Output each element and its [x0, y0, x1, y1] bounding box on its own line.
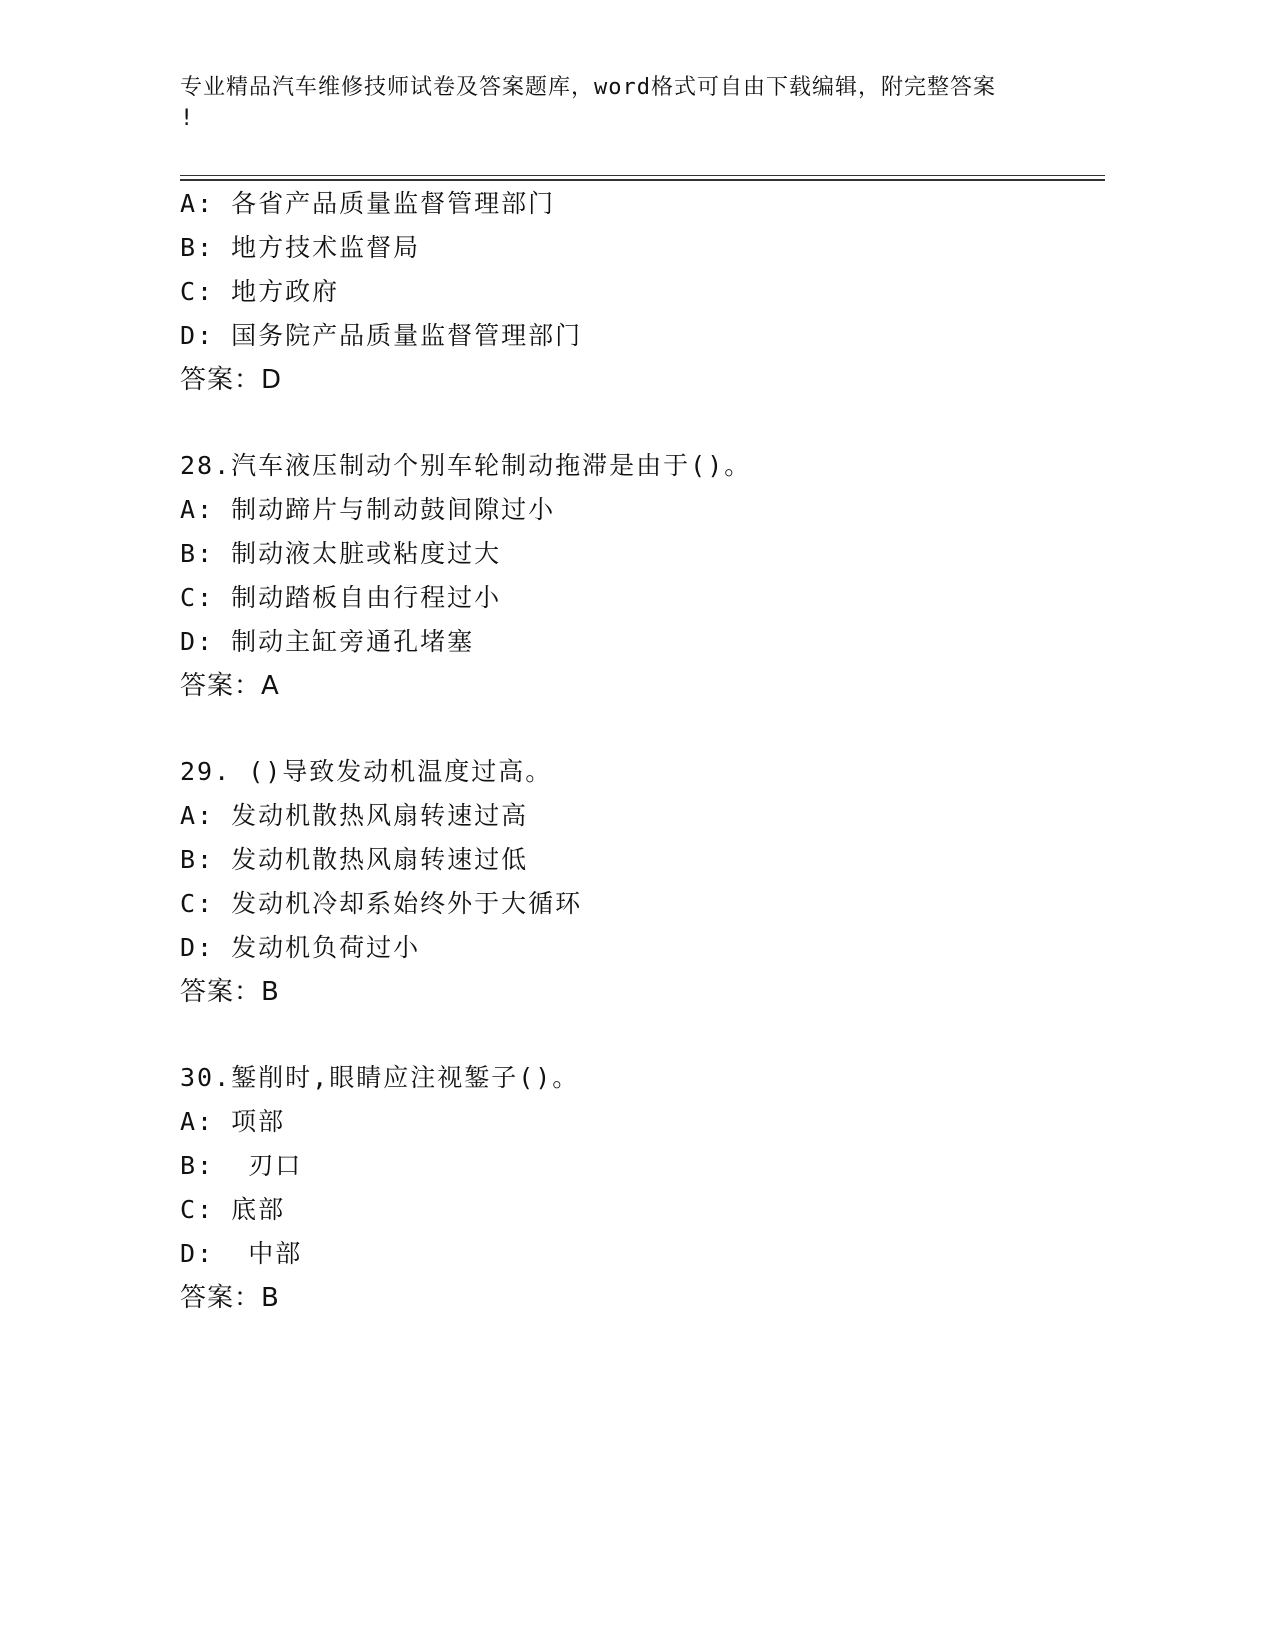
question-block [180, 182, 1105, 402]
option-c: C: 发动机冷却系始终外于大循环 [180, 889, 583, 918]
question-spacer [180, 708, 1105, 750]
question-block [180, 444, 1105, 708]
option-a: A: 发动机散热风扇转速过高 [180, 801, 529, 830]
question-stem: 28.汽车液压制动个别车轮制动拖滞是由于()。 [180, 451, 752, 480]
option-a: A: 各省产品质量监督管理部门 [180, 189, 556, 218]
option-b: B: 地方技术监督局 [180, 233, 421, 262]
option-b: B: 刃口 [180, 1151, 303, 1180]
option-d: D: 国务院产品质量监督管理部门 [180, 321, 583, 350]
option-a: A: 项部 [180, 1107, 286, 1136]
header-divider-thin [180, 175, 1105, 176]
option-c: C: 底部 [180, 1195, 286, 1224]
header-divider-thick [180, 179, 1105, 181]
page-header [180, 72, 1080, 134]
option-d: D: 发动机负荷过小 [180, 933, 421, 962]
option-c: C: 地方政府 [180, 277, 340, 306]
question-list [180, 182, 1105, 1320]
answer-line: 答案：B [180, 977, 280, 1007]
option-b: B: 制动液太脏或粘度过大 [180, 539, 502, 568]
header-text-continuation: ! [180, 106, 195, 131]
header-text: 专业精品汽车维修技师试卷及答案题库，word格式可自由下载编辑，附完整答案 [180, 75, 996, 100]
answer-line: 答案：A [180, 671, 280, 701]
option-d: D: 制动主缸旁通孔堵塞 [180, 627, 475, 656]
option-b: B: 发动机散热风扇转速过低 [180, 845, 529, 874]
question-block [180, 1056, 1105, 1320]
option-c: C: 制动踏板自由行程过小 [180, 583, 502, 612]
question-spacer [180, 1014, 1105, 1056]
option-a: A: 制动蹄片与制动鼓间隙过小 [180, 495, 556, 524]
question-stem: 29. ()导致发动机温度过高。 [180, 757, 553, 786]
question-spacer [180, 402, 1105, 444]
question-stem: 30.錾削时,眼睛应注视錾子()。 [180, 1063, 580, 1092]
answer-line: 答案：D [180, 365, 283, 395]
answer-line: 答案：B [180, 1283, 280, 1313]
question-block [180, 750, 1105, 1014]
option-d: D: 中部 [180, 1239, 303, 1268]
